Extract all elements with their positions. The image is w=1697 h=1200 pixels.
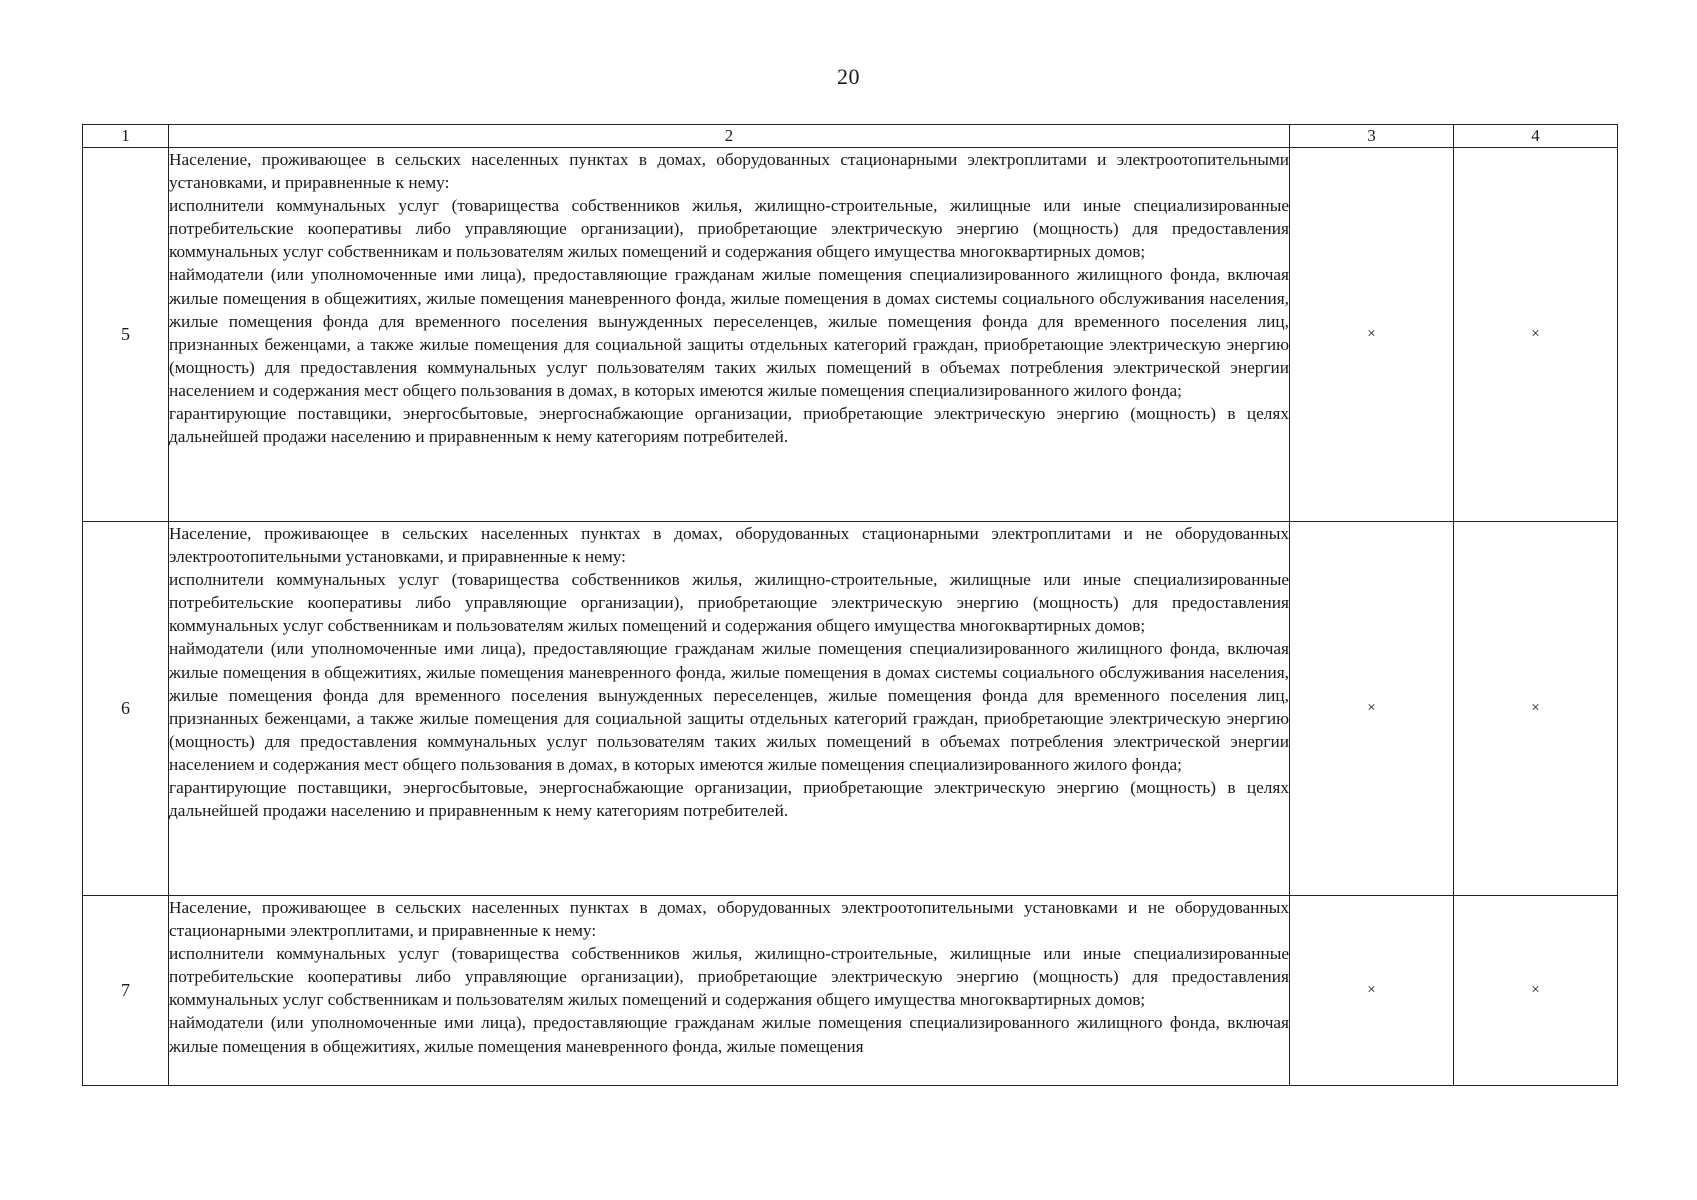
- paragraph: исполнители коммунальных услуг (товарищества собственников жилья, жилищно-строительные, жилищные или иные специализированные потребительские кооперативы либо управляющие организации), приобретающие электрическую энергию (мощность) для предоставления коммунальных услуг собственникам и пользователям жилых помещений и содержания общего имущества многоквартирных домов;: [169, 570, 1289, 636]
- column-header-1: 1: [83, 125, 169, 148]
- paragraph: исполнители коммунальных услуг (товарищества собственников жилья, жилищно-строительные, жилищные или иные специализированные потребительские кооперативы либо управляющие организации), приобретающие электрическую энергию (мощность) для предоставления коммунальных услуг собственникам и пользователям жилых помещений и содержания общего имущества многоквартирных домов;: [169, 944, 1289, 1010]
- paragraph: наймодатели (или уполномоченные ими лица), предоставляющие гражданам жилые помещения специализированного жилищного фонда, включая жилые помещения в общежитиях, жилые помещения маневренного фонда, жилые помещения в домах системы социального обслуживания населения, жилые помещения фонда для временного поселения вынужденных переселенцев, жилые помещения фонда для временного поселения лиц, признанных беженцами, а также жилые помещения для социальной защиты отдельных категорий граждан, приобретающие электрическую энергию (мощность) для предоставления коммунальных услуг пользователям таких жилых помещений в объемах потребления электрической энергии населением и содержания мест общего пользования в домах, в которых имеются жилые помещения специализированного жилого фонда;: [169, 265, 1289, 400]
- row-number: 5: [83, 148, 169, 522]
- table-header-row: [83, 125, 1618, 148]
- paragraph: исполнители коммунальных услуг (товарищества собственников жилья, жилищно-строительные, жилищные или иные специализированные потребительские кооперативы либо управляющие организации), приобретающие электрическую энергию (мощность) для предоставления коммунальных услуг собственникам и пользователям жилых помещений и содержания общего имущества многоквартирных домов;: [169, 196, 1289, 262]
- table-row: [83, 522, 1618, 896]
- paragraph: гарантирующие поставщики, энергосбытовые, энергоснабжающие организации, приобретающие электрическую энергию (мощность) в целях дальнейшей продажи населению и приравненным к нему категориям потребителей.: [169, 404, 1289, 447]
- row-description: [169, 896, 1290, 1086]
- cross-mark: ×: [1290, 148, 1454, 522]
- row-description: [169, 148, 1290, 522]
- column-header-2: 2: [169, 125, 1290, 148]
- paragraph: Население, проживающее в сельских населенных пунктах в домах, оборудованных стационарными электроплитами и электроотопительными установками, и приравненные к нему:: [169, 150, 1289, 193]
- paragraph: Население, проживающее в сельских населенных пунктах в домах, оборудованных электроотопительными установками и не оборудованных стационарными электроплитами, и приравненные к нему:: [169, 898, 1289, 941]
- paragraph: гарантирующие поставщики, энергосбытовые, энергоснабжающие организации, приобретающие электрическую энергию (мощность) в целях дальнейшей продажи населению и приравненным к нему категориям потребителей.: [169, 778, 1289, 821]
- row-number: 6: [83, 522, 169, 896]
- paragraph: наймодатели (или уполномоченные ими лица), предоставляющие гражданам жилые помещения специализированного жилищного фонда, включая жилые помещения в общежитиях, жилые помещения маневренного фонда, жилые помещения в домах системы социального обслуживания населения, жилые помещения фонда для временного поселения вынужденных переселенцев, жилые помещения фонда для временного поселения лиц, признанных беженцами, а также жилые помещения для социальной защиты отдельных категорий граждан, приобретающие электрическую энергию (мощность) для предоставления коммунальных услуг пользователям таких жилых помещений в объемах потребления электрической энергии населением и содержания мест общего пользования в домах, в которых имеются жилые помещения специализированного жилого фонда;: [169, 639, 1289, 774]
- row-number: 7: [83, 896, 169, 1086]
- column-header-4: 4: [1454, 125, 1618, 148]
- row-description: [169, 522, 1290, 896]
- cross-mark: ×: [1290, 522, 1454, 896]
- table-row: [83, 896, 1618, 1086]
- paragraph: Население, проживающее в сельских населенных пунктах в домах, оборудованных стационарными электроплитами и не оборудованных электроотопительными установками, и приравненные к нему:: [169, 524, 1289, 567]
- cross-mark: ×: [1454, 148, 1618, 522]
- cross-mark: ×: [1454, 896, 1618, 1086]
- tariff-table: [82, 124, 1618, 1086]
- page-number: 20: [837, 64, 860, 89]
- column-header-3: 3: [1290, 125, 1454, 148]
- cross-mark: ×: [1454, 522, 1618, 896]
- table-row: [83, 148, 1618, 522]
- paragraph: наймодатели (или уполномоченные ими лица), предоставляющие гражданам жилые помещения специализированного жилищного фонда, включая жилые помещения в общежитиях, жилые помещения маневренного фонда, жилые помещения: [169, 1013, 1289, 1056]
- cross-mark: ×: [1290, 896, 1454, 1086]
